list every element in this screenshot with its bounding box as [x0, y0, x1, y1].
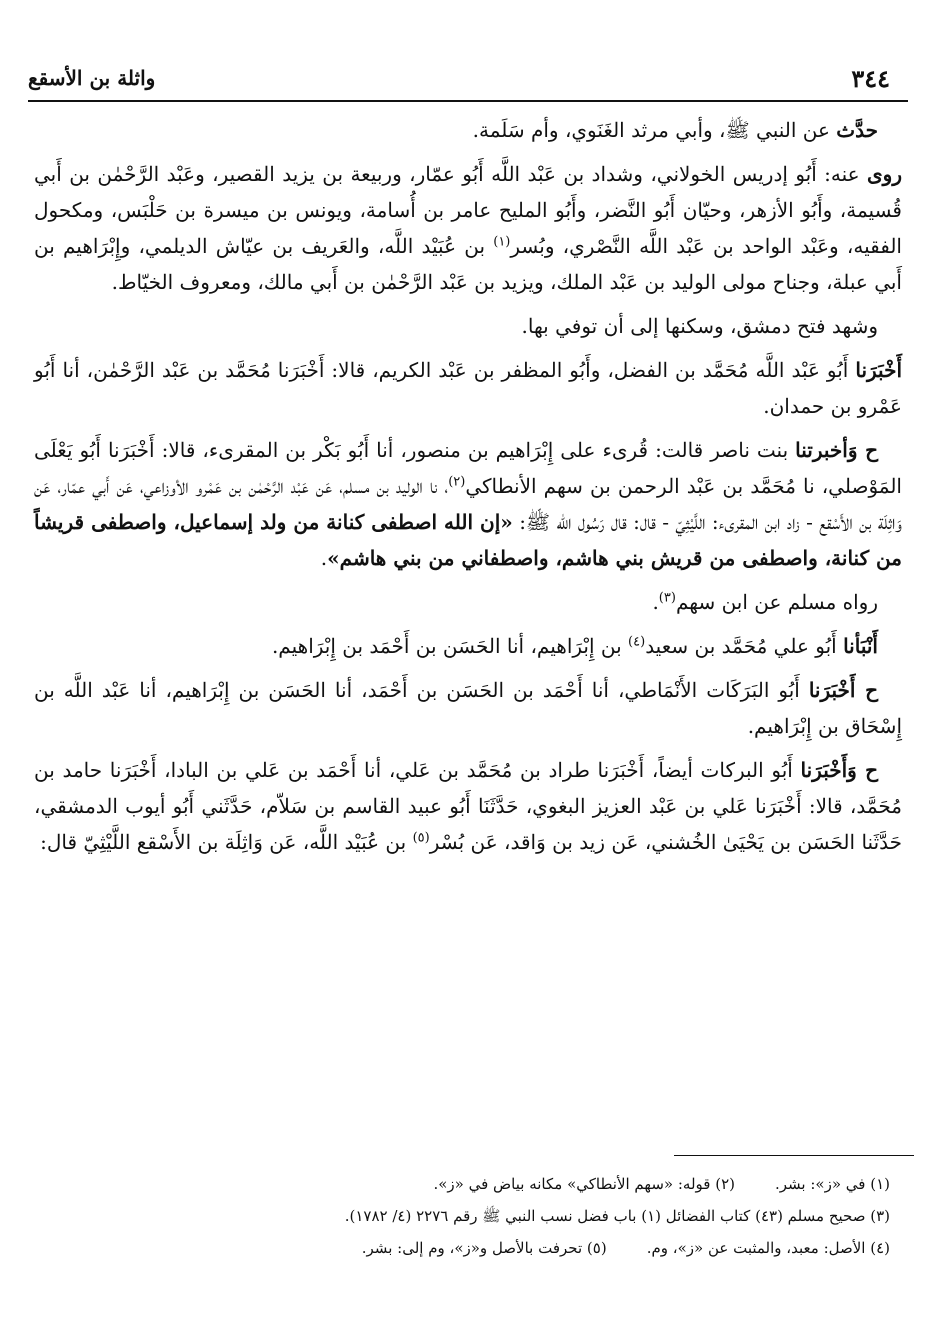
paragraph-text: بنت ناصر قالت: قُرىء على إِبْرَاهيم بن منصور، أنا أَبُو بَكْر بن المقرىء، قالا: أَخْبَرَنا أَبُو يَعْلَى المَوْصلي، نا مُحَمَّد بن عَبْد الرحمن بن سهم الأنطاكي — [34, 438, 902, 498]
keyword: أَخْبَرَنا — [855, 358, 902, 382]
paragraph-text: أَبُو البركات أيضاً، أَخْبَرَنا طراد بن مُحَمَّد بن عَلي، أنا أَحْمَد بن عَلي بن البادا، أَخْبَرَنا حامد بن مُحَمَّد، قالا: أَخْبَرَنا عَلي بن عَبْد العزيز البغوي، حَدَّثَنَا أَبُو عبيد القاسم بن سَلاّم، حَدَّثَني أَبُو أيوب الدمشقي، حَدَّثَنا الحَسَن بن يَحْيَىٰ الخُشني، عَن زيد بن وَاقد، عَن بُسْر — [34, 758, 903, 854]
keyword: ح وَأَخْبَرَنا — [800, 758, 879, 782]
keyword: ح وَأخبرتنا — [795, 438, 878, 462]
hadith-text: «إن الله اصطفى كنانة من ولد إسماعيل، واصطفى قريشاً من كنانة، واصطفى من قريش بني هاشم، واصطفاني من بني هاشم» — [34, 510, 902, 570]
page-number: ٣٤٤ — [851, 64, 890, 93]
paragraph-text: عن النبي ﷺ، وأبي مرثد الغَنَوي، وأم سَلَمة. — [472, 118, 837, 142]
paragraph — [28, 156, 908, 300]
keyword: أَنْبَأنا — [843, 634, 878, 658]
paragraph — [28, 752, 908, 860]
paragraph — [28, 584, 908, 620]
footnote: (٤) الأصل: معبد، والمثبت عن «ز»، وم. — [646, 1239, 890, 1257]
paragraph — [28, 432, 908, 576]
footnote-line — [28, 1168, 908, 1200]
paragraph-text: أَبُو البَرَكَات الأَنْمَاطي، أنا أَحْمَد بن الحَسَن بن أَحْمَد، أنا الحَسَن بن إِبْرَاهيم، أنا عَبْد اللَّه بن إِسْحَاق بن إِبْرَاهيم. — [34, 678, 902, 738]
page-header — [28, 60, 908, 102]
paragraph-text: بن عُبَيْد اللَّه، والعَريف بن عيّاش الديلمي، وإِبْرَاهيم بن أَبي عبلة، وجناح مولى الوليد بن عَبْد الملك، ويزيد بن عَبْد الرَّحْمٰن بن أَبي مالك، ومعروف الخيّاط. — [34, 234, 902, 294]
running-title: واثلة بن الأسقع — [28, 66, 156, 90]
paragraph — [28, 352, 908, 424]
footnote: (١) في «ز»: بشر. — [774, 1175, 890, 1193]
paragraph-text: ، نا الوليد بن مسلم، عَن عَبْد الرَّحْمٰن بن عَمْرو الأوزاعي، عَن أَبي عمّار، عَن وَاثِلَة بن الأَسْقع - زاد ابن المقرىء: اللَّيْثِيّ - قال: قال رَسُول الله ﷺ: — [34, 474, 902, 534]
paragraph — [28, 628, 908, 664]
footnote: (٥) تحرفت بالأصل و«ز»، وم إلى: بشر. — [361, 1239, 607, 1257]
footnote-line — [28, 1200, 908, 1232]
paragraph-text: عنه: أَبُو إدريس الخولاني، وشداد بن عَبْد اللَّه أَبُو عمّار، وربيعة بن يزيد القصير، وعَبْد الرَّحْمٰن بن أَبي قُسيمة، وأَبُو الأزهر، وحيّان أَبُو النَّضر، وأَبُو المليح عامر بن أُسامة، ويونس بن ميسرة بن حَلْبَس، ومكحول الفقيه، وعَبْد الواحد بن عَبْد اللَّه النَّصْري، وبُسر — [34, 162, 902, 258]
paragraph-text: بن إِبْرَاهيم، أنا الحَسَن بن أَحْمَد بن إِبْرَاهيم. — [271, 634, 629, 658]
footnote-ref: (٣) — [658, 590, 676, 606]
footnote-separator — [674, 1155, 914, 1156]
keyword: روى — [867, 162, 902, 186]
paragraph — [28, 112, 908, 148]
paragraph-text: رواه مسلم عن ابن سهم — [675, 590, 878, 614]
footnote-ref: (٤) — [628, 634, 646, 650]
paragraph-text: أَبُو عَبْد اللَّه مُحَمَّد بن الفضل، وأَبُو المظفر بن عَبْد الكريم، قالا: أَخْبَرَنا مُحَمَّد بن عَبْد الرَّحْمٰن، أنا أَبُو عَمْرو بن حمدان. — [34, 358, 902, 418]
footnote-ref: (١) — [493, 234, 511, 250]
paragraph — [28, 308, 908, 344]
main-text — [28, 112, 908, 860]
paragraph — [28, 672, 908, 744]
footnote: (٢) قوله: «سهم الأنطاكي» مكانه بياض في «ز». — [433, 1175, 735, 1193]
page — [28, 60, 908, 868]
paragraph-text: أَبُو علي مُحَمَّد بن سعيد — [645, 634, 844, 658]
keyword: ح أَخْبَرَنا — [808, 678, 878, 702]
footnote: (٣) صحيح مسلم (٤٣) كتاب الفضائل (١) باب فضل نسب النبي ﷺ رقم ٢٢٧٦ (٤/ ١٧٨٢). — [344, 1207, 890, 1225]
footnote-line — [28, 1232, 908, 1264]
paragraph-text: . — [652, 590, 659, 614]
keyword: حدَّث — [836, 118, 878, 142]
paragraph-text: وشهد فتح دمشق، وسكنها إلى أن توفي بها. — [521, 314, 878, 338]
paragraph-text: بن عُبَيْد اللَّه، عَن وَاثِلَة بن الأَسْقع اللَّيْثِيّ قال: — [40, 830, 413, 854]
paragraph-text: . — [320, 546, 328, 570]
footnote-ref: (٢) — [448, 474, 466, 490]
footnote-ref: (٥) — [412, 830, 430, 846]
footnotes — [28, 1168, 908, 1264]
